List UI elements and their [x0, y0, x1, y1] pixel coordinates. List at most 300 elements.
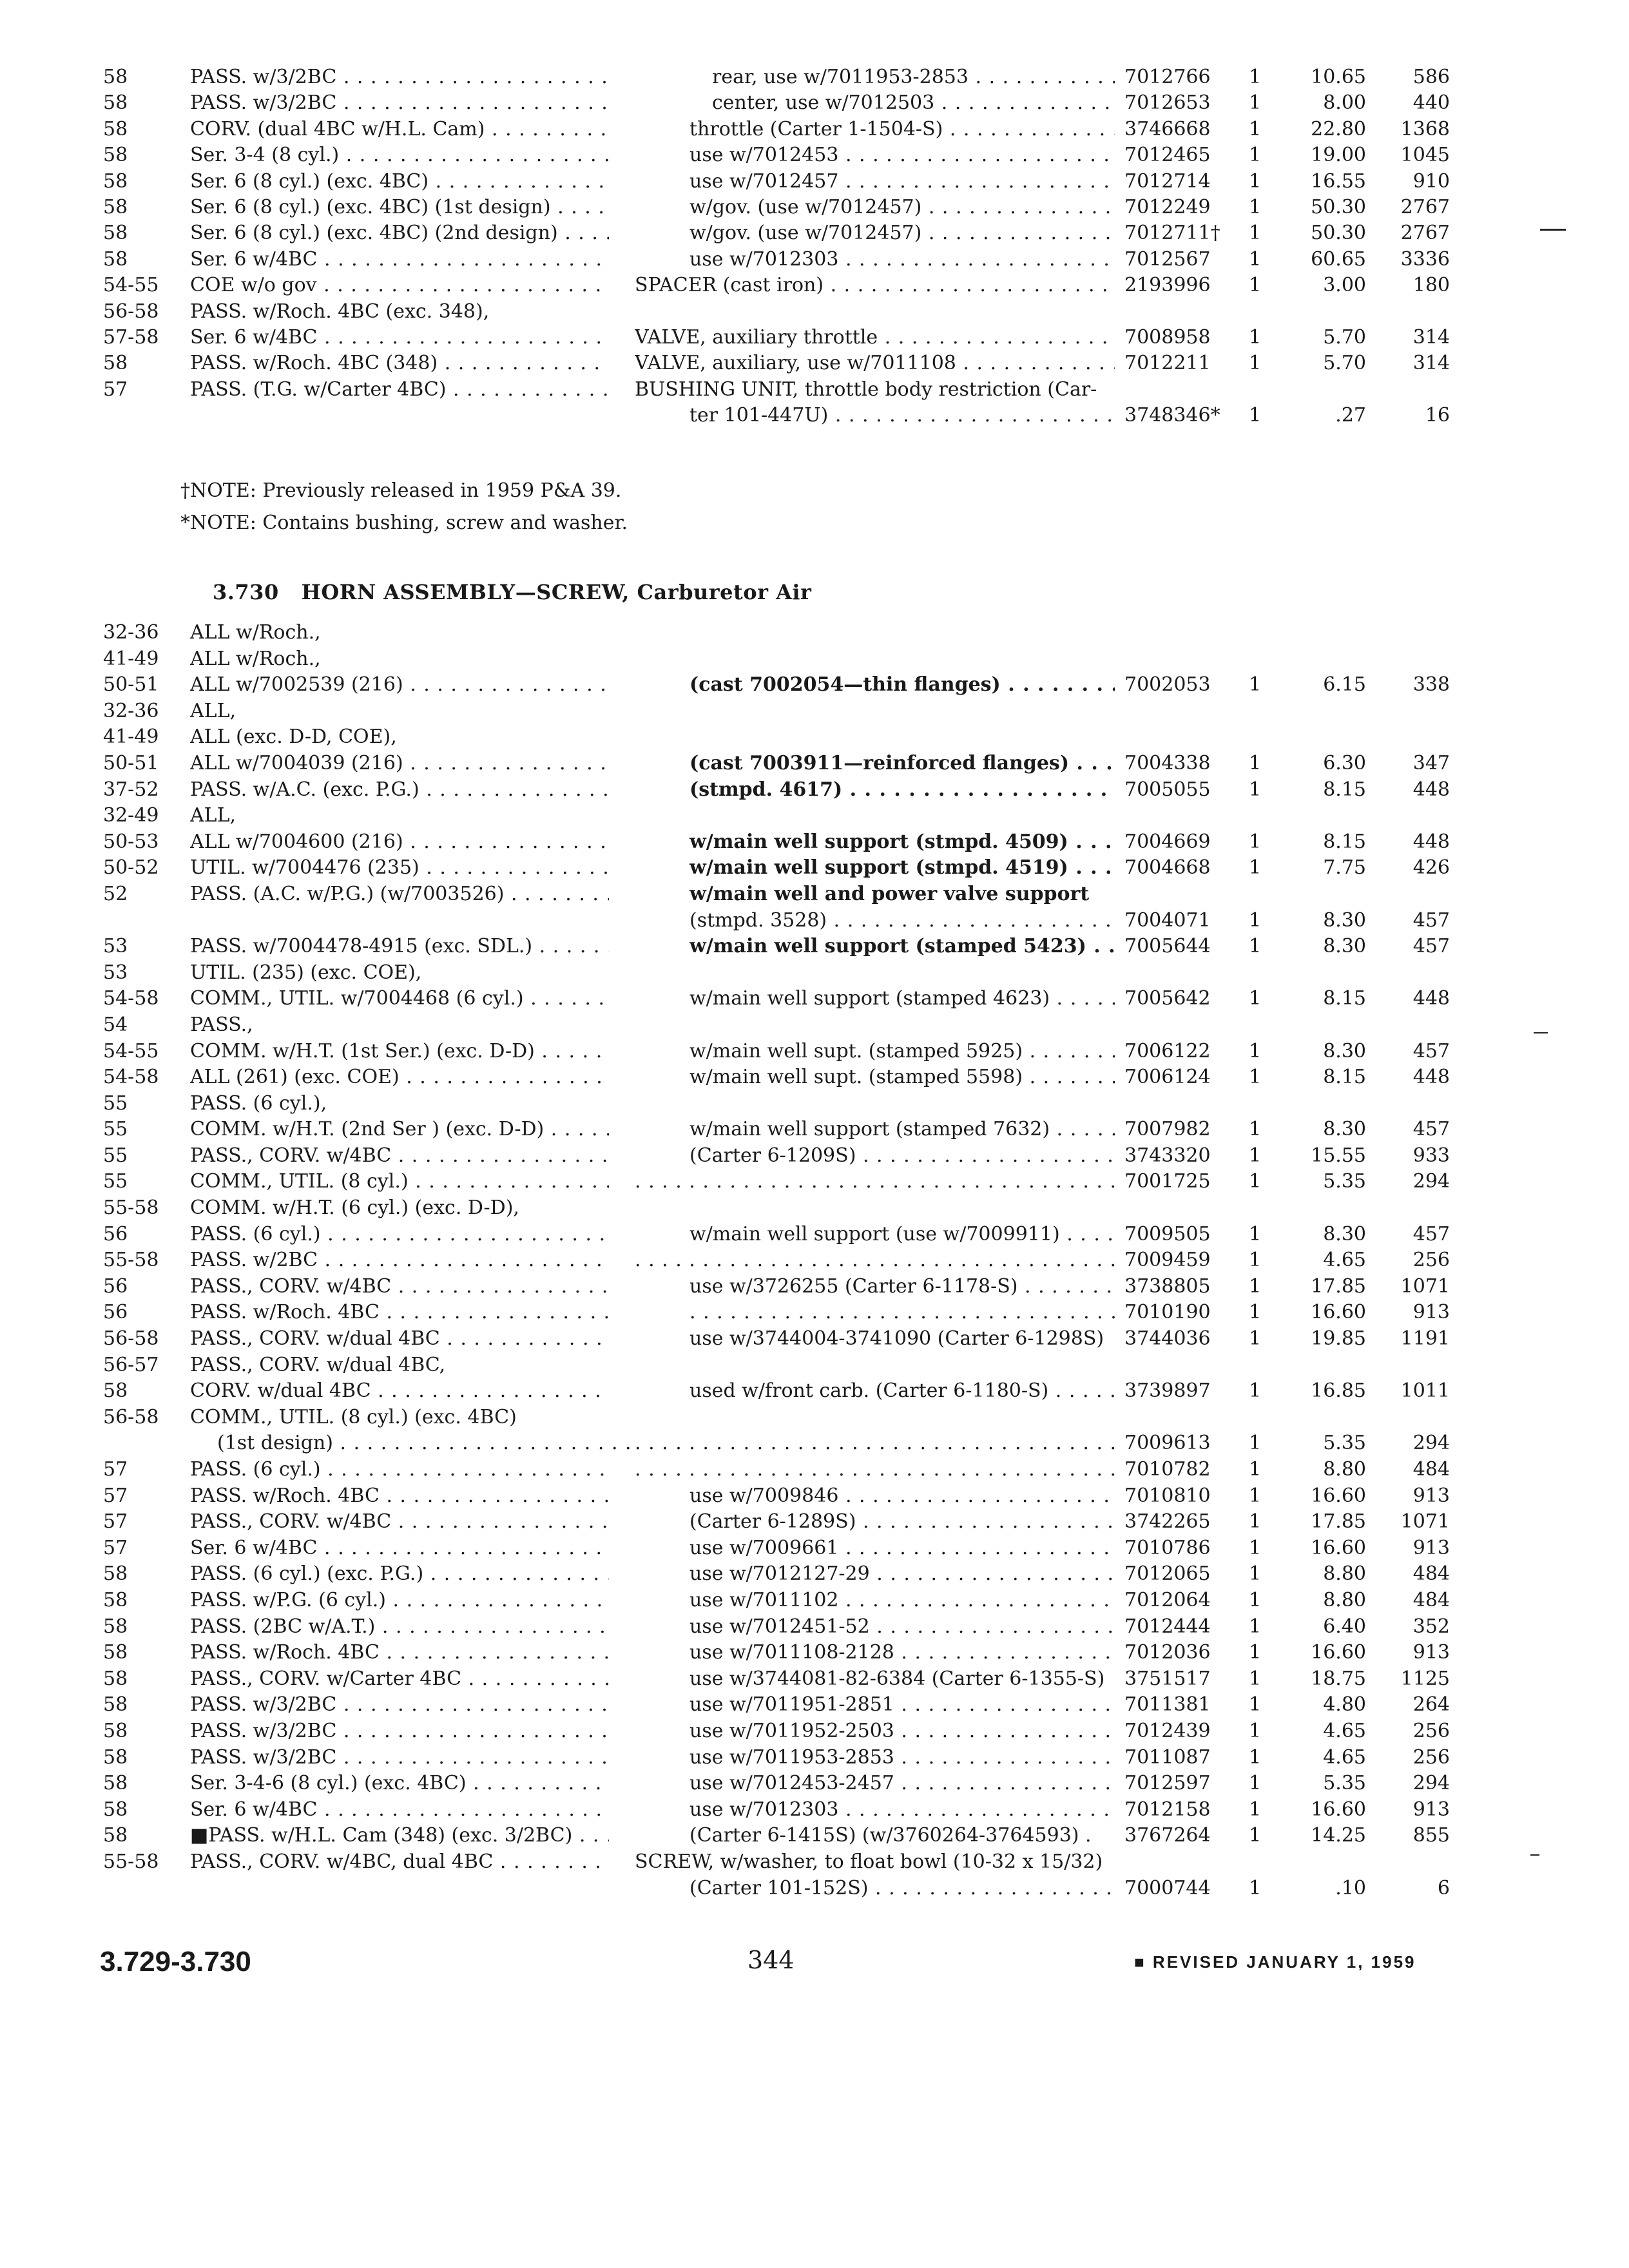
price-cell: 16.85 [1311, 1379, 1366, 1403]
unit-cell: 1011 [1400, 1379, 1450, 1403]
description-cell: (Carter 6-1415S) (w/3760264-3764593) . [689, 1824, 1092, 1847]
table-row [0, 1823, 1629, 1849]
description-cell: throttle (Carter 1-1504-S) . . . [689, 117, 1115, 142]
table-row [0, 273, 1629, 298]
table-row [0, 90, 1629, 116]
table-row [0, 1718, 1629, 1745]
price-cell: 50.30 [1311, 222, 1366, 245]
price-cell: 8.80 [1323, 1458, 1366, 1481]
part-number-cell: 7004668 [1124, 856, 1211, 879]
year-cell: 58 [103, 117, 128, 140]
unit-cell: 347 [1412, 751, 1450, 774]
application-cell: PASS. w/3/2BC . . . [190, 1745, 609, 1771]
year-cell: 58 [103, 222, 128, 245]
table-row [0, 247, 1629, 273]
unit-cell: 448 [1412, 1066, 1450, 1089]
price-cell: 8.15 [1323, 830, 1366, 853]
price-cell: 60.65 [1311, 247, 1366, 271]
table-row [0, 64, 1629, 90]
part-number-cell: 7012064 [1124, 1588, 1211, 1611]
application-cell: PASS., CORV. w/4BC . . . [190, 1274, 609, 1300]
application-cell: (1st design) . . . [190, 1430, 636, 1456]
application-cell: ALL, [190, 699, 236, 722]
part-number-cell: 7012711† [1124, 222, 1220, 245]
price-cell: 4.65 [1323, 1745, 1366, 1769]
part-number-cell: 3739897 [1124, 1379, 1211, 1403]
table-row [0, 1430, 1629, 1457]
quantity-cell: 1 [1248, 274, 1262, 297]
year-cell: 57 [103, 1536, 128, 1559]
part-number-cell: 7009613 [1124, 1432, 1211, 1455]
part-number-cell: 7005055 [1124, 778, 1211, 801]
table-row [0, 351, 1629, 376]
application-cell: PASS., CORV. w/4BC . . . [190, 1509, 609, 1535]
section-title: HORN ASSEMBLY—SCREW, [301, 580, 630, 604]
table-row [0, 1274, 1629, 1300]
table-row [0, 1117, 1629, 1143]
section-3729-table [0, 64, 1629, 428]
price-cell: 14.25 [1311, 1824, 1366, 1847]
table-row [0, 1457, 1629, 1483]
application-cell: COMM., UTIL. (8 cyl.) . . . [190, 1169, 609, 1195]
description-cell: VALVE, auxiliary, use w/7011108 . . . [635, 351, 1115, 376]
table-row [0, 1535, 1629, 1562]
application-cell: PASS. w/7004478-4915 (exc. SDL.) . . . [190, 934, 609, 959]
unit-cell: 16 [1425, 404, 1450, 427]
year-cell: 58 [103, 352, 128, 375]
description-cell: use w/7012303 . . . [689, 247, 1115, 273]
unit-cell: 913 [1412, 1536, 1450, 1559]
part-number-cell: 7005644 [1124, 935, 1211, 958]
table-row [0, 377, 1629, 403]
part-number-cell: 7010786 [1124, 1536, 1211, 1559]
price-cell: 7.75 [1323, 856, 1366, 879]
application-cell: CORV. (dual 4BC w/H.L. Cam) . . . [190, 117, 609, 142]
part-number-cell: 7006124 [1124, 1066, 1211, 1089]
year-cell: 55-58 [103, 1850, 159, 1873]
price-cell: 8.15 [1323, 1066, 1366, 1089]
quantity-cell: 1 [1248, 1249, 1262, 1272]
table-row [0, 1326, 1629, 1352]
table-row [0, 1692, 1629, 1718]
quantity-cell: 1 [1248, 1798, 1262, 1821]
table-row [0, 1509, 1629, 1535]
description-cell: VALVE, auxiliary throttle . . . [635, 325, 1115, 351]
year-cell: 56 [103, 1274, 128, 1298]
year-cell: 55 [103, 1118, 128, 1141]
price-cell: 5.35 [1323, 1772, 1366, 1795]
unit-cell: 457 [1412, 908, 1450, 932]
description-cell: center, use w/7012503 . . . [712, 90, 1115, 116]
table-row [0, 960, 1629, 986]
table-row [0, 724, 1629, 751]
year-cell: 54-58 [103, 987, 159, 1010]
table-row [0, 1300, 1629, 1326]
description-cell: used w/front carb. (Carter 6-1180-S) . . . [689, 1378, 1115, 1404]
description-cell: use w/7012451-52 . . . [689, 1614, 1115, 1640]
price-cell: 8.30 [1323, 1222, 1366, 1245]
year-cell: 55-58 [103, 1249, 159, 1272]
table-row [0, 142, 1629, 168]
price-cell: 17.85 [1311, 1274, 1366, 1298]
quantity-cell: 1 [1248, 1876, 1262, 1899]
quantity-cell: 1 [1248, 91, 1262, 115]
description-cell: (Carter 6-1289S) . . . [689, 1509, 1115, 1535]
year-cell: 53 [103, 935, 128, 958]
application-cell: PASS. (6 cyl.) . . . [190, 1222, 609, 1247]
description-cell: BUSHING UNIT, throttle body restriction (Car- [635, 378, 1097, 401]
description-cell: use w/7011953-2853 . . . [689, 1745, 1115, 1771]
table-row [0, 1666, 1629, 1693]
application-cell: PASS. w/Roch. 4BC (348) . . . [190, 351, 609, 376]
quantity-cell: 1 [1248, 404, 1262, 427]
description-cell: w/main well and power valve support [689, 882, 1090, 905]
part-number-cell: 7010810 [1124, 1484, 1211, 1507]
description-cell: w/main well supt. (stamped 5925) . . . [689, 1039, 1115, 1064]
price-cell: 17.85 [1311, 1510, 1366, 1533]
part-number-cell: 7010190 [1124, 1301, 1211, 1324]
description-cell: use w/7011108-2128 . . . [689, 1640, 1115, 1666]
application-cell: PASS. w/Roch. 4BC . . . [190, 1300, 609, 1325]
quantity-cell: 1 [1248, 1615, 1262, 1638]
year-cell: 58 [103, 144, 128, 167]
application-cell: PASS., CORV. w/4BC, dual 4BC . . . [190, 1849, 609, 1875]
price-cell: 8.15 [1323, 987, 1366, 1010]
note-asterisk: *NOTE: Contains bushing, screw and washer. [180, 512, 628, 534]
part-number-cell: 7012249 [1124, 195, 1211, 218]
application-cell: PASS., CORV. w/Carter 4BC . . . [190, 1666, 609, 1692]
price-cell: 6.40 [1323, 1615, 1366, 1638]
part-number-cell: 7011087 [1124, 1745, 1211, 1769]
part-number-cell: 7012766 [1124, 66, 1211, 88]
year-cell: 58 [103, 1379, 128, 1403]
description-cell: w/main well support (use w/7009911) . . . [689, 1222, 1115, 1247]
year-cell: 53 [103, 961, 128, 984]
unit-cell: 6 [1437, 1876, 1450, 1899]
application-cell: PASS. w/Roch. 4BC . . . [190, 1483, 609, 1509]
price-cell: 19.00 [1311, 144, 1366, 167]
year-cell: 50-53 [103, 830, 159, 853]
year-cell: 57 [103, 1458, 128, 1481]
table-row [0, 1247, 1629, 1274]
year-cell: 55 [103, 1144, 128, 1167]
year-cell: 52 [103, 882, 128, 905]
application-cell: ALL w/Roch., [190, 647, 321, 670]
application-cell: PASS. (T.G. w/Carter 4BC) . . . [190, 377, 609, 403]
unit-cell: 2767 [1400, 195, 1450, 218]
part-number-cell: 3744036 [1124, 1327, 1211, 1350]
application-cell: PASS., CORV. w/4BC . . . [190, 1143, 609, 1169]
unit-cell: 180 [1412, 274, 1450, 297]
application-cell: ALL, [190, 804, 236, 827]
unit-cell: 457 [1412, 1222, 1450, 1245]
application-cell: ALL w/Roch., [190, 621, 321, 644]
unit-cell: 2767 [1400, 222, 1450, 245]
quantity-cell: 1 [1248, 352, 1262, 375]
table-row [0, 908, 1629, 934]
description-cell [635, 1457, 1115, 1483]
quantity-cell: 1 [1248, 1562, 1262, 1586]
price-cell: 3.00 [1323, 274, 1366, 297]
table-row [0, 1405, 1629, 1431]
year-cell: 32-49 [103, 804, 159, 827]
part-number-cell: 3748346* [1124, 404, 1220, 427]
application-cell: PASS. w/3/2BC . . . [190, 90, 609, 116]
footer-revised-date: ■ REVISED JANUARY 1, 1959 [1134, 1952, 1416, 1972]
part-number-cell: 7012653 [1124, 91, 1211, 115]
part-number-cell: 7012567 [1124, 247, 1211, 271]
part-number-cell: 7010782 [1124, 1458, 1211, 1481]
description-cell: SCREW, w/washer, to float bowl (10-32 x 15/32) [635, 1850, 1103, 1873]
application-cell: PASS. w/Roch. 4BC . . . [190, 1640, 609, 1666]
unit-cell: 256 [1412, 1745, 1450, 1769]
description-cell: (Carter 101-152S) . . . [689, 1876, 1115, 1901]
description-cell: w/main well support (stmpd. 4519) . . . [689, 855, 1115, 881]
price-cell: 19.85 [1311, 1327, 1366, 1350]
quantity-cell: 1 [1248, 1327, 1262, 1350]
application-cell: COMM. w/H.T. (6 cyl.) (exc. D-D), [190, 1196, 519, 1220]
table-row [0, 117, 1629, 142]
quantity-cell: 1 [1248, 1588, 1262, 1611]
quantity-cell: 1 [1248, 247, 1262, 271]
description-cell: w/main well support (stamped 4623) . . . [689, 986, 1115, 1012]
description-cell: w/main well support (stamped 5423) . . . [689, 934, 1115, 959]
section-3730-heading [213, 580, 811, 604]
description-cell [635, 1247, 1115, 1273]
application-cell: PASS., [190, 1013, 253, 1036]
table-row [0, 1169, 1629, 1195]
application-cell: PASS. (6 cyl.), [190, 1091, 327, 1115]
year-cell: 58 [103, 1798, 128, 1821]
unit-cell: 1071 [1400, 1510, 1450, 1533]
application-cell: PASS. (6 cyl.) . . . [190, 1457, 609, 1483]
year-cell: 58 [103, 1562, 128, 1586]
table-row [0, 1012, 1629, 1039]
year-cell: 50-51 [103, 673, 159, 697]
unit-cell: 1125 [1400, 1667, 1450, 1690]
application-cell: PASS., CORV. w/dual 4BC . . . [190, 1326, 609, 1352]
part-number-cell: 7012465 [1124, 144, 1211, 167]
year-cell: 56 [103, 1222, 128, 1245]
part-number-cell: 7011381 [1124, 1693, 1211, 1716]
price-cell: 6.15 [1323, 673, 1366, 697]
unit-cell: 457 [1412, 935, 1450, 958]
application-cell: Ser. 6 w/4BC . . . [190, 1535, 609, 1561]
part-number-cell: 7012439 [1124, 1719, 1211, 1742]
quantity-cell: 1 [1248, 673, 1262, 697]
quantity-cell: 1 [1248, 1745, 1262, 1769]
quantity-cell: 1 [1248, 1170, 1262, 1193]
year-cell: 37-52 [103, 778, 159, 801]
unit-cell: 457 [1412, 1118, 1450, 1141]
application-cell: ■PASS. w/H.L. Cam (348) (exc. 3/2BC) . . . [190, 1823, 609, 1849]
part-number-cell: 7012714 [1124, 169, 1211, 193]
table-row [0, 1352, 1629, 1379]
year-cell: 56-58 [103, 1327, 159, 1350]
price-cell: 16.60 [1311, 1641, 1366, 1664]
unit-cell: 256 [1412, 1719, 1450, 1742]
year-cell: 50-52 [103, 856, 159, 879]
quantity-cell: 1 [1248, 169, 1262, 193]
description-cell: ter 101-447U) . . . [689, 403, 1115, 428]
year-cell: 58 [103, 1719, 128, 1742]
footer-section-range: 3.729-3.730 [100, 1946, 251, 1977]
part-number-cell: 7009505 [1124, 1222, 1211, 1245]
quantity-cell: 1 [1248, 1432, 1262, 1455]
application-cell: PASS. w/3/2BC . . . [190, 1692, 609, 1718]
price-cell: .10 [1335, 1876, 1366, 1899]
year-cell: 58 [103, 1667, 128, 1690]
unit-cell: 426 [1412, 856, 1450, 879]
table-row [0, 803, 1629, 829]
year-cell: 58 [103, 66, 128, 88]
unit-cell: 910 [1412, 169, 1450, 193]
year-cell: 58 [103, 1745, 128, 1769]
description-cell: use w/7012453-2457 . . . [689, 1771, 1115, 1796]
description-cell: SPACER (cast iron) . . . [635, 273, 1115, 298]
unit-cell: 913 [1412, 1798, 1450, 1821]
application-cell: ALL w/7004600 (216) . . . [190, 829, 609, 855]
unit-cell: 484 [1412, 1458, 1450, 1481]
part-number-cell: 7004071 [1124, 908, 1211, 932]
unit-cell: 294 [1412, 1432, 1450, 1455]
application-cell: PASS. w/3/2BC . . . [190, 64, 609, 90]
unit-cell: 448 [1412, 830, 1450, 853]
year-cell: 41-49 [103, 726, 159, 749]
application-cell: Ser. 6 w/4BC . . . [190, 325, 609, 351]
unit-cell: 484 [1412, 1562, 1450, 1586]
quantity-cell: 1 [1248, 1379, 1262, 1403]
price-cell: 5.70 [1323, 325, 1366, 349]
table-row [0, 195, 1629, 220]
description-cell: rear, use w/7011953-2853 . . . [712, 64, 1115, 90]
quantity-cell: 1 [1248, 1536, 1262, 1559]
application-cell: Ser. 6 (8 cyl.) (exc. 4BC) (2nd design) . . . [190, 220, 609, 246]
year-cell: 54 [103, 1013, 128, 1036]
section-subtitle: Carburetor Air [637, 580, 812, 604]
price-cell: 16.55 [1311, 169, 1366, 193]
year-cell: 41-49 [103, 647, 159, 670]
description-cell: use w/3744004-3741090 (Carter 6-1298S) [689, 1327, 1104, 1350]
description-cell [689, 1300, 1115, 1325]
part-number-cell: 7005642 [1124, 987, 1211, 1010]
application-cell: CORV. w/dual 4BC . . . [190, 1378, 609, 1404]
quantity-cell: 1 [1248, 830, 1262, 853]
table-row [0, 1064, 1629, 1091]
unit-cell: 448 [1412, 987, 1450, 1010]
table-row [0, 1588, 1629, 1614]
quantity-cell: 1 [1248, 987, 1262, 1010]
unit-cell: 352 [1412, 1615, 1450, 1638]
application-cell: COMM. w/H.T. (2nd Ser ) (exc. D-D) . . . [190, 1117, 609, 1142]
price-cell: 5.70 [1323, 352, 1366, 375]
year-cell: 58 [103, 1772, 128, 1795]
table-row [0, 1876, 1629, 1902]
description-cell: (Carter 6-1209S) . . . [689, 1143, 1115, 1169]
description-cell: use w/7012303 . . . [689, 1797, 1115, 1823]
part-number-cell: 7007982 [1124, 1118, 1211, 1141]
table-row [0, 1483, 1629, 1510]
quantity-cell: 1 [1248, 1039, 1262, 1062]
quantity-cell: 1 [1248, 908, 1262, 932]
unit-cell: 1071 [1400, 1274, 1450, 1298]
description-cell: (stmpd. 3528) . . . [689, 908, 1115, 934]
description-cell: use w/7011951-2851 . . . [689, 1692, 1115, 1718]
price-cell: 8.30 [1323, 935, 1366, 958]
price-cell: 8.30 [1323, 1039, 1366, 1062]
description-cell: use w/7012453 . . . [689, 142, 1115, 168]
part-number-cell: 3738805 [1124, 1274, 1211, 1298]
table-row [0, 1614, 1629, 1640]
unit-cell: 294 [1412, 1772, 1450, 1795]
unit-cell: 586 [1412, 66, 1450, 88]
application-cell: PASS. w/P.G. (6 cyl.) . . . [190, 1588, 609, 1613]
price-cell: 10.65 [1311, 66, 1366, 88]
unit-cell: 913 [1412, 1641, 1450, 1664]
unit-cell: 1191 [1400, 1327, 1450, 1350]
part-number-cell: 3746668 [1124, 117, 1211, 140]
application-cell: Ser. 6 w/4BC . . . [190, 1797, 609, 1823]
description-cell: use w/7011102 . . . [689, 1588, 1115, 1613]
unit-cell: 1368 [1400, 117, 1450, 140]
year-cell: 58 [103, 1824, 128, 1847]
year-cell: 56-57 [103, 1353, 159, 1376]
part-number-cell: 3742265 [1124, 1510, 1211, 1533]
part-number-cell: 3743320 [1124, 1144, 1211, 1167]
unit-cell: 440 [1412, 91, 1450, 115]
quantity-cell: 1 [1248, 1824, 1262, 1847]
part-number-cell: 7001725 [1124, 1170, 1211, 1193]
table-row [0, 325, 1629, 351]
quantity-cell: 1 [1248, 66, 1262, 88]
part-number-cell: 3751517 [1124, 1667, 1211, 1690]
unit-cell: 314 [1412, 325, 1450, 349]
table-row [0, 1143, 1629, 1169]
application-cell: ALL (261) (exc. COE) . . . [190, 1064, 609, 1090]
year-cell: 58 [103, 1615, 128, 1638]
unit-cell: 448 [1412, 778, 1450, 801]
application-cell: Ser. 6 w/4BC . . . [190, 247, 609, 273]
description-cell: use w/3726255 (Carter 6-1178-S) . . . [689, 1274, 1115, 1300]
part-number-cell: 2193996 [1124, 274, 1211, 297]
application-cell: PASS. w/2BC . . . [190, 1247, 609, 1273]
year-cell: 58 [103, 1588, 128, 1611]
price-cell: 15.55 [1311, 1144, 1366, 1167]
application-cell: PASS., CORV. w/dual 4BC, [190, 1353, 446, 1376]
quantity-cell: 1 [1248, 117, 1262, 140]
price-cell: 22.80 [1311, 117, 1366, 140]
price-cell: 18.75 [1311, 1667, 1366, 1690]
year-cell: 58 [103, 247, 128, 271]
table-row [0, 1561, 1629, 1588]
table-row [0, 855, 1629, 881]
table-row [0, 1222, 1629, 1248]
section-number: 3.730 [213, 580, 279, 604]
unit-cell: 913 [1412, 1301, 1450, 1324]
table-row [0, 829, 1629, 856]
description-cell: w/main well support (stmpd. 4509) . . . [689, 829, 1115, 855]
application-cell: Ser. 6 (8 cyl.) (exc. 4BC) (1st design) . . . [190, 195, 609, 220]
footer-page-number: 344 [747, 1946, 795, 1974]
part-number-cell: 7002053 [1124, 673, 1211, 697]
quantity-cell: 1 [1248, 1719, 1262, 1742]
application-cell: Ser. 6 (8 cyl.) (exc. 4BC) . . . [190, 169, 609, 195]
quantity-cell: 1 [1248, 1301, 1262, 1324]
table-row [0, 751, 1629, 777]
description-cell: w/main well supt. (stamped 5598) . . . [689, 1064, 1115, 1090]
part-number-cell: 7009459 [1124, 1249, 1211, 1272]
application-cell: PASS. w/Roch. 4BC (exc. 348), [190, 300, 490, 323]
